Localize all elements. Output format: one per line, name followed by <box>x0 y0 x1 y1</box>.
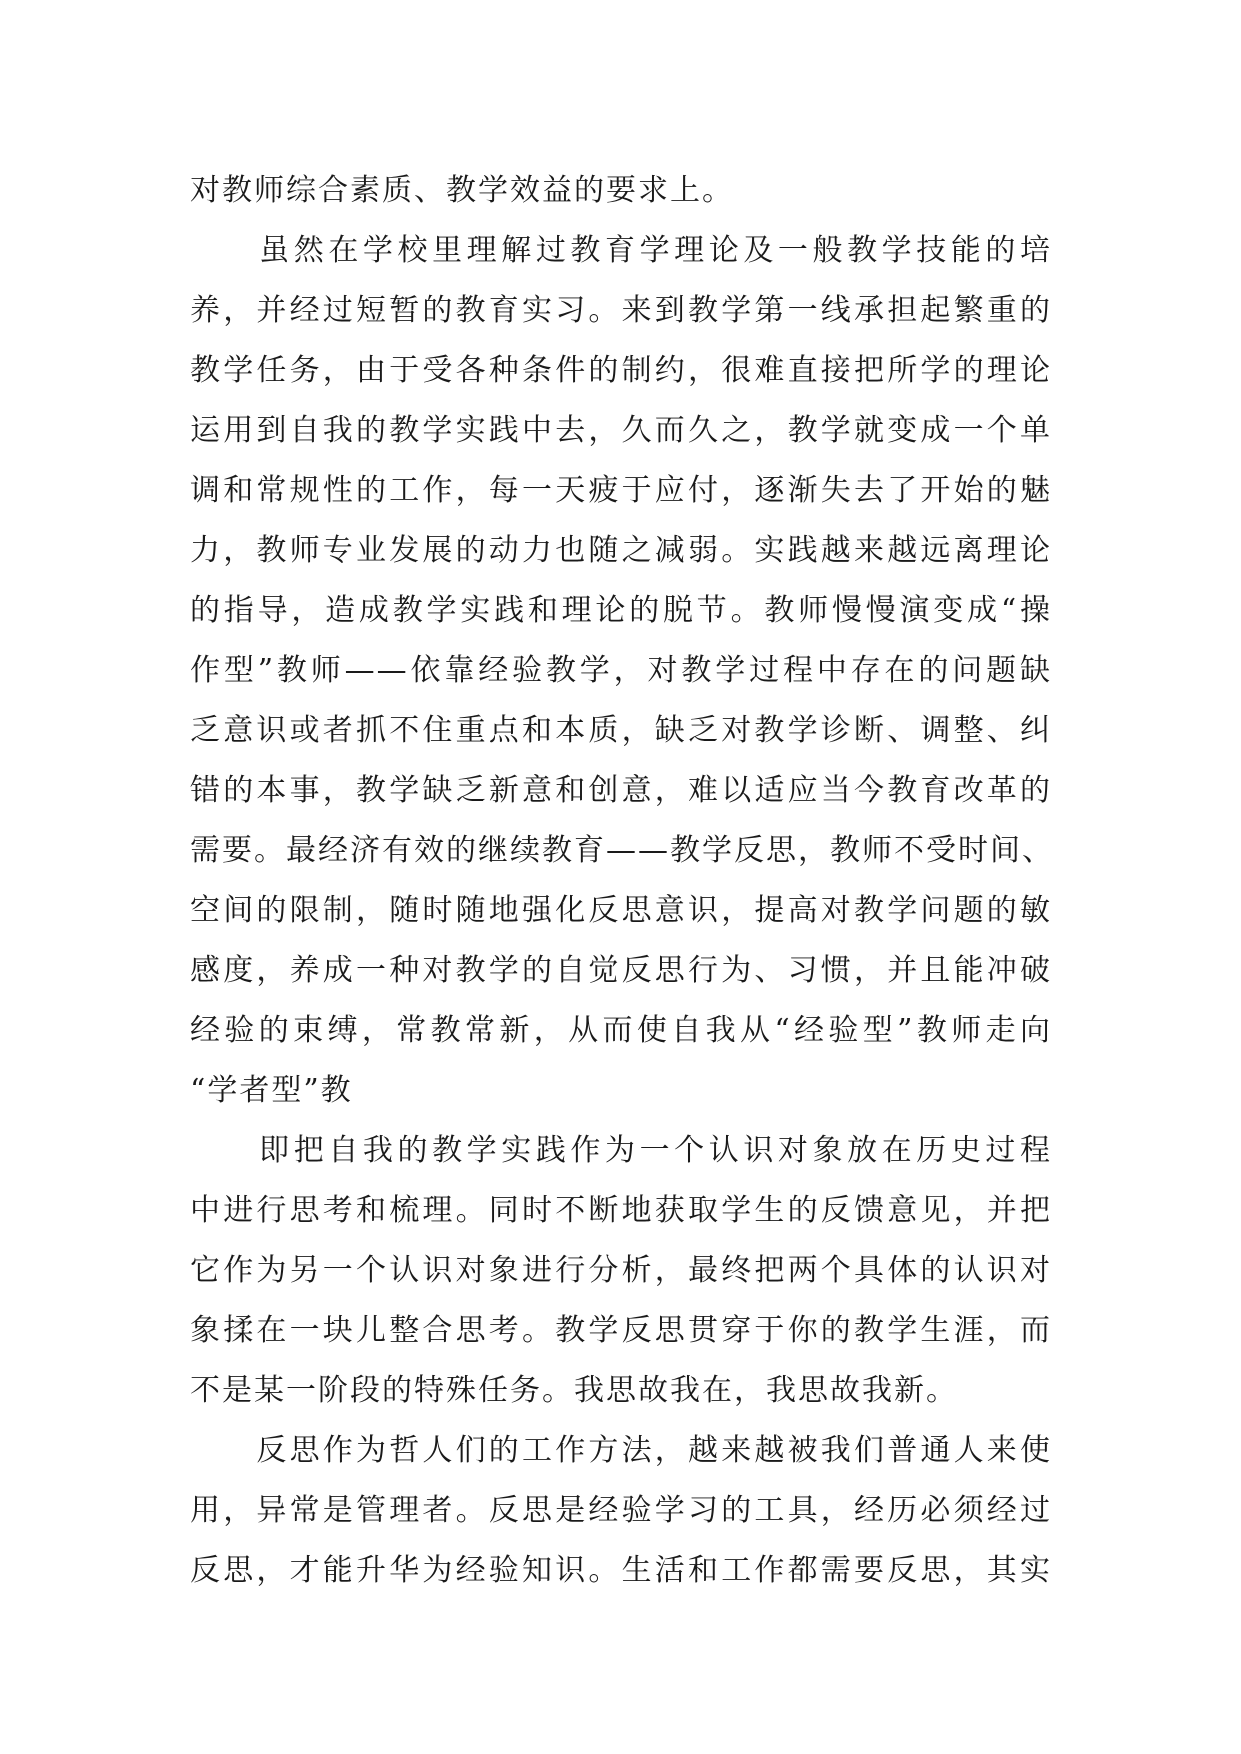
text-line: 运用到自我的教学实践中去，久而久之，教学就变成一个单 <box>190 413 1052 448</box>
text-line: 力，教师专业发展的动力也随之减弱。实践越来越远离理论 <box>190 533 1052 568</box>
text-line: 反思，才能升华为经验知识。生活和工作都需要反思，其实 <box>190 1553 1052 1588</box>
body-text <box>190 161 1052 1601</box>
text-line: 象揉在一块儿整合思考。教学反思贯穿于你的教学生涯，而 <box>190 1313 1052 1348</box>
text-line: 感度，养成一种对教学的自觉反思行为、习惯，并且能冲破 <box>190 953 1052 988</box>
text-line: 的指导，造成教学实践和理论的脱节。教师慢慢演变成“操 <box>190 593 1052 628</box>
text-line: 调和常规性的工作，每一天疲于应付，逐渐失去了开始的魅 <box>190 473 1052 508</box>
text-line: 空间的限制，随时随地强化反思意识，提高对教学问题的敏 <box>190 893 1052 928</box>
text-line: 它作为另一个认识对象进行分析，最终把两个具体的认识对 <box>190 1253 1052 1288</box>
text-line: 反思作为哲人们的工作方法，越来越被我们普通人来使 <box>190 1433 1052 1468</box>
text-line: 即把自我的教学实践作为一个认识对象放在历史过程 <box>190 1133 1052 1168</box>
text-line: 乏意识或者抓不住重点和本质，缺乏对教学诊断、调整、纠 <box>190 713 1052 748</box>
text-line: 不是某一阶段的特殊任务。我思故我在，我思故我新。 <box>190 1373 958 1408</box>
text-line: 虽然在学校里理解过教育学理论及一般教学技能的培 <box>190 233 1052 268</box>
text-line: 用，异常是管理者。反思是经验学习的工具，经历必须经过 <box>190 1493 1052 1528</box>
text-line: 需要。最经济有效的继续教育——教学反思，教师不受时间、 <box>190 833 1054 868</box>
text-line: 养，并经过短暂的教育实习。来到教学第一线承担起繁重的 <box>190 293 1052 328</box>
text-line: 经验的束缚，常教常新，从而使自我从“经验型”教师走向 <box>190 1013 1052 1048</box>
text-line: “学者型”教 <box>190 1073 353 1108</box>
text-line: 教学任务，由于受各种条件的制约，很难直接把所学的理论 <box>190 353 1052 388</box>
text-line: 中进行思考和梳理。同时不断地获取学生的反馈意见，并把 <box>190 1193 1052 1228</box>
text-line: 错的本事，教学缺乏新意和创意，难以适应当今教育改革的 <box>190 773 1052 808</box>
text-line: 作型”教师——依靠经验教学，对教学过程中存在的问题缺 <box>190 653 1052 688</box>
text-line: 对教师综合素质、教学效益的要求上。 <box>190 173 734 208</box>
